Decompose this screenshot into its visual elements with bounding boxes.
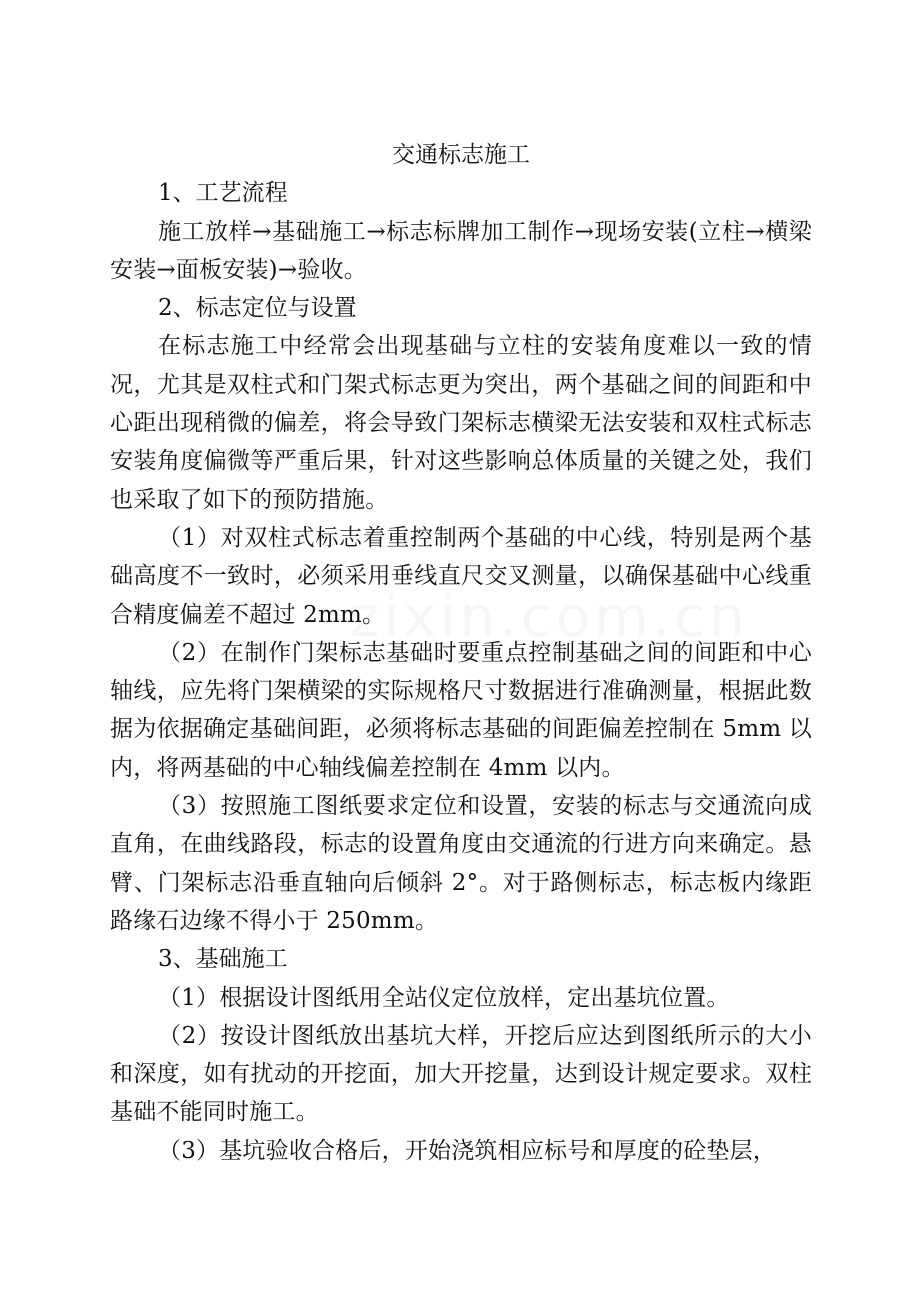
body-paragraph: （3）按照施工图纸要求定位和设置，安装的标志与交通流向成直角，在曲线路段，标志的设置角度由交通流的行进方向来确定。悬臂、门架标志沿垂直轴向后倾斜 2°。对于路侧标志，标志板内缘距路缘石边缘不得小于 250mm。 — [110, 793, 812, 934]
body-paragraph: （2）在制作门架标志基础时要重点控制基础之间的间距和中心轴线，应先将门架横梁的实际规格尺寸数据进行准确测量，根据此数据为依据确定基础间距，必须将标志基础的间距偏差控制在 5mm 以内，将两基础的中心轴线偏差控制在 4mm 以内。 — [110, 639, 812, 781]
body-paragraph: 在标志施工中经常会出现基础与立柱的安装角度难以一致的情况，尤其是双柱式和门架式标志更为突出，两个基础之间的间距和中心距出现稍微的偏差，将会导致门架标志横梁无法安装和双柱式标志安装角度偏微等严重后果，针对这些影响总体质量的关键之处，我们也采取了如下的预防措施。 — [110, 333, 812, 513]
body-paragraph: （1）对双柱式标志着重控制两个基础的中心线，特别是两个基础高度不一致时，必须采用垂线直尺交叉测量，以确保基础中心线重合精度偏差不超过 2mm。 — [110, 524, 812, 628]
body-paragraph: （3）基坑验收合格后，开始浇筑相应标号和厚度的砼垫层， — [158, 1137, 777, 1164]
document-page — [110, 136, 812, 1170]
section-heading: 2、标志定位与设置 — [158, 295, 357, 322]
body-paragraph: （2）按设计图纸放出基坑大样，开挖后应达到图纸所示的大小和深度，如有扰动的开挖面，加大开挖量，达到设计规定要求。双柱基础不能同时施工。 — [110, 1022, 812, 1126]
section-heading: 3、基础施工 — [158, 946, 288, 973]
body-paragraph: 施工放样→基础施工→标志标牌加工制作→现场安装(立柱→横梁安装→面板安装)→验收。 — [110, 218, 812, 283]
document-title: 交通标志施工 — [392, 142, 530, 168]
section-heading: 1、工艺流程 — [158, 180, 288, 207]
body-paragraph: （1）根据设计图纸用全站仪定位放样，定出基坑位置。 — [158, 984, 730, 1011]
